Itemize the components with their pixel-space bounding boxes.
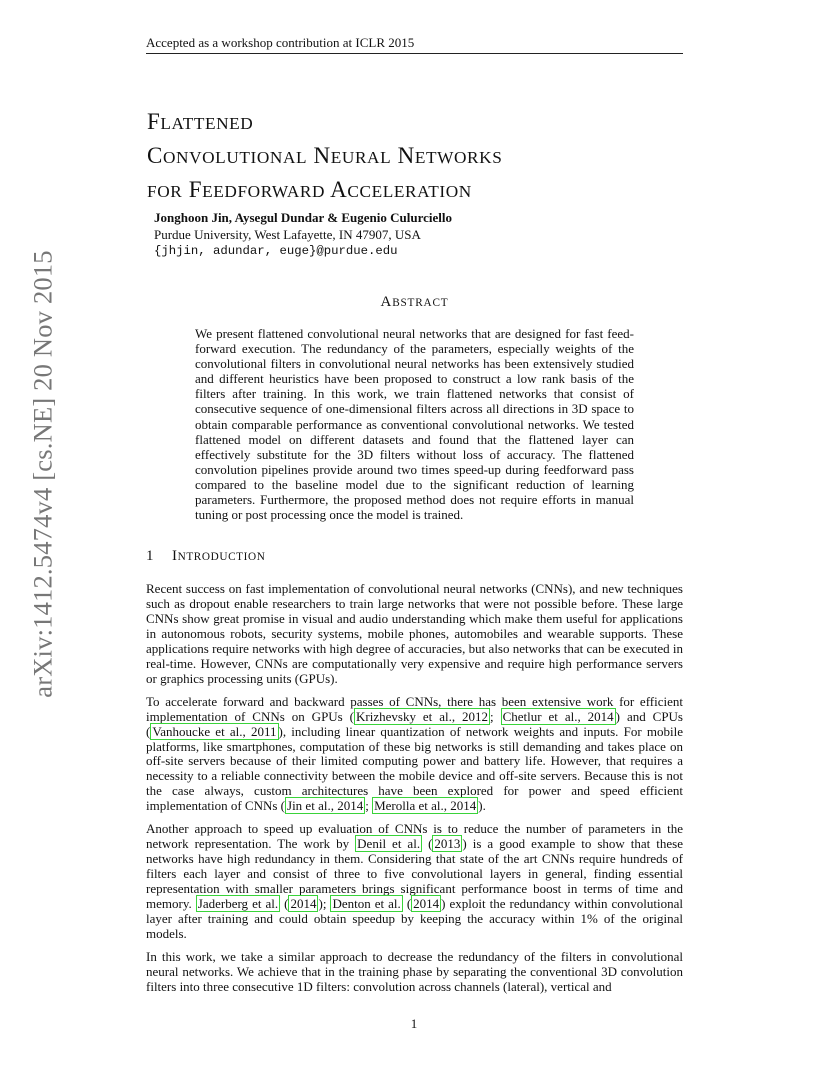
arxiv-side-identifier	[27, 250, 59, 698]
title-line-1: FLATTENED	[147, 109, 254, 134]
citation-link[interactable]: Vanhoucke et al., 2011	[152, 723, 277, 739]
paper-title	[147, 106, 687, 208]
citation-link[interactable]: 2013	[434, 836, 461, 852]
abstract-heading: ABSTRACT	[380, 294, 449, 310]
author-names: Jonghoon Jin, Aysegul Dundar & Eugenio Culurciello	[154, 210, 452, 225]
citation-link[interactable]: Merolla et al., 2014	[374, 798, 477, 814]
citation-link[interactable]: 2014	[413, 896, 440, 912]
introduction-body	[146, 582, 683, 1003]
paragraph-4: In this work, we take a similar approach to decrease the redundancy of the filters in convolutional neural networks. We achieve that in the training phase by separating the conventional 3D convolution filters into three consecutive 1D filters: convolution across channels (lateral), vertical and	[146, 948, 683, 994]
title-line-2: CONVOLUTIONAL NEURAL NETWORKS	[147, 143, 503, 168]
citation-link[interactable]: Denil et al.	[357, 836, 421, 852]
paragraph-1: Recent success on fast implementation of convolutional neural networks (CNNs), and new techniques such as dropout enable researchers to train large networks that were not possible before. These large CNNs show great promise in visual and audio understanding which make them useful for applications in autonomous robots, security systems, mobile phones, automobiles and wearable supports. These applications require networks with high degree of accuracies, but also networks that can be executed in real-time. However, CNNs are computationally very expensive and require high performance servers or graphics processing units (GPUs).	[146, 581, 683, 686]
page-number: 1	[410, 1016, 418, 1031]
abstract-text: We present flattened convolutional neural networks that are designed for fast feed-forward execution. The redundancy of the parameters, especially weights of the convolutional filters in convolutional neural networks has been extensively studied and different heuristics have been proposed to construct a low rank basis of the filters after training. In this work, we train flattened networks that consist of consecutive sequence of one-dimensional filters across all directions in 3D space to obtain comparable performance as conventional convolutional networks. We tested flattened model on different datasets and found that the flattened layer can effectively substitute for the 3D filters without loss of accuracy. The flattened convolution pipelines provide around two times speed-up during feedforward pass compared to the baseline model due to the significant reduction of learning parameters. Furthermore, the proposed method does not require efforts in manual tuning or post processing once the model is trained.	[195, 326, 634, 523]
author-email: {jhjin, adundar, euge}@purdue.edu	[154, 244, 398, 258]
title-line-3: FOR FEEDFORWARD ACCELERATION	[147, 177, 472, 202]
author-affiliation: Purdue University, West Lafayette, IN 47907, USA	[154, 226, 421, 242]
running-header: Accepted as a workshop contribution at ICLR 2015	[146, 35, 415, 50]
section-number: 1	[146, 548, 155, 564]
section-heading-introduction: 1 INTRODUCTION	[146, 548, 266, 564]
paragraph-3: Another approach to speed up evaluation of CNNs is to reduce the number of parameters in the network representation. The work by Denil et al. ( 2013 ) is a good example to show that these networks have high redundancy in them. Considering that state of the art CNNs require hundreds of filters each layer and consist of three to five convolutional layers in general, finding essential representation with smaller parameters brings significant performance boost in terms of time and memory. Jaderberg et al. ( 2014 ); Denton et al. ( 2014 ) exploit the redundancy within convolutional layer after training and could obtain speedup by keeping the accuracy within 1% of the original models.	[146, 821, 683, 941]
citation-link[interactable]: Denton et al.	[332, 896, 401, 912]
citation-link[interactable]: Jaderberg et al.	[197, 896, 279, 912]
citation-link[interactable]: Jin et al., 2014	[287, 798, 364, 814]
arxiv-identifier-text: arXiv:1412.5474v4 [cs.NE] 20 Nov 2015	[27, 250, 58, 698]
citation-link[interactable]: Krizhevsky et al., 2012	[356, 708, 489, 724]
citation-link[interactable]: 2014	[290, 896, 317, 912]
citation-link[interactable]: Chetlur et al., 2014	[502, 708, 614, 724]
header-rule	[146, 53, 683, 54]
author-block	[154, 210, 654, 260]
paragraph-2: To accelerate forward and backward passes of CNNs, there has been extensive work for efficient implementation of CNNs on GPUs ( Krizhevsky et al., 2012 ; Chetlur et al., 2014 ) and CPUs ( Vanhoucke et al., 2011 ), including linear quantization of network weights and inputs. For mobile platforms, like smartphones, computation of these big networks is still demanding and takes place on off-site servers because of their limited computing power and battery life. However, that requires a necessity to a reliable connectivity between the mobile device and off-site servers. Because this is not the case always, custom architectures have been explored for power and speed efficient implementation of CNNs ( Jin et al., 2014 ; Merolla et al., 2014 ).	[146, 693, 683, 814]
